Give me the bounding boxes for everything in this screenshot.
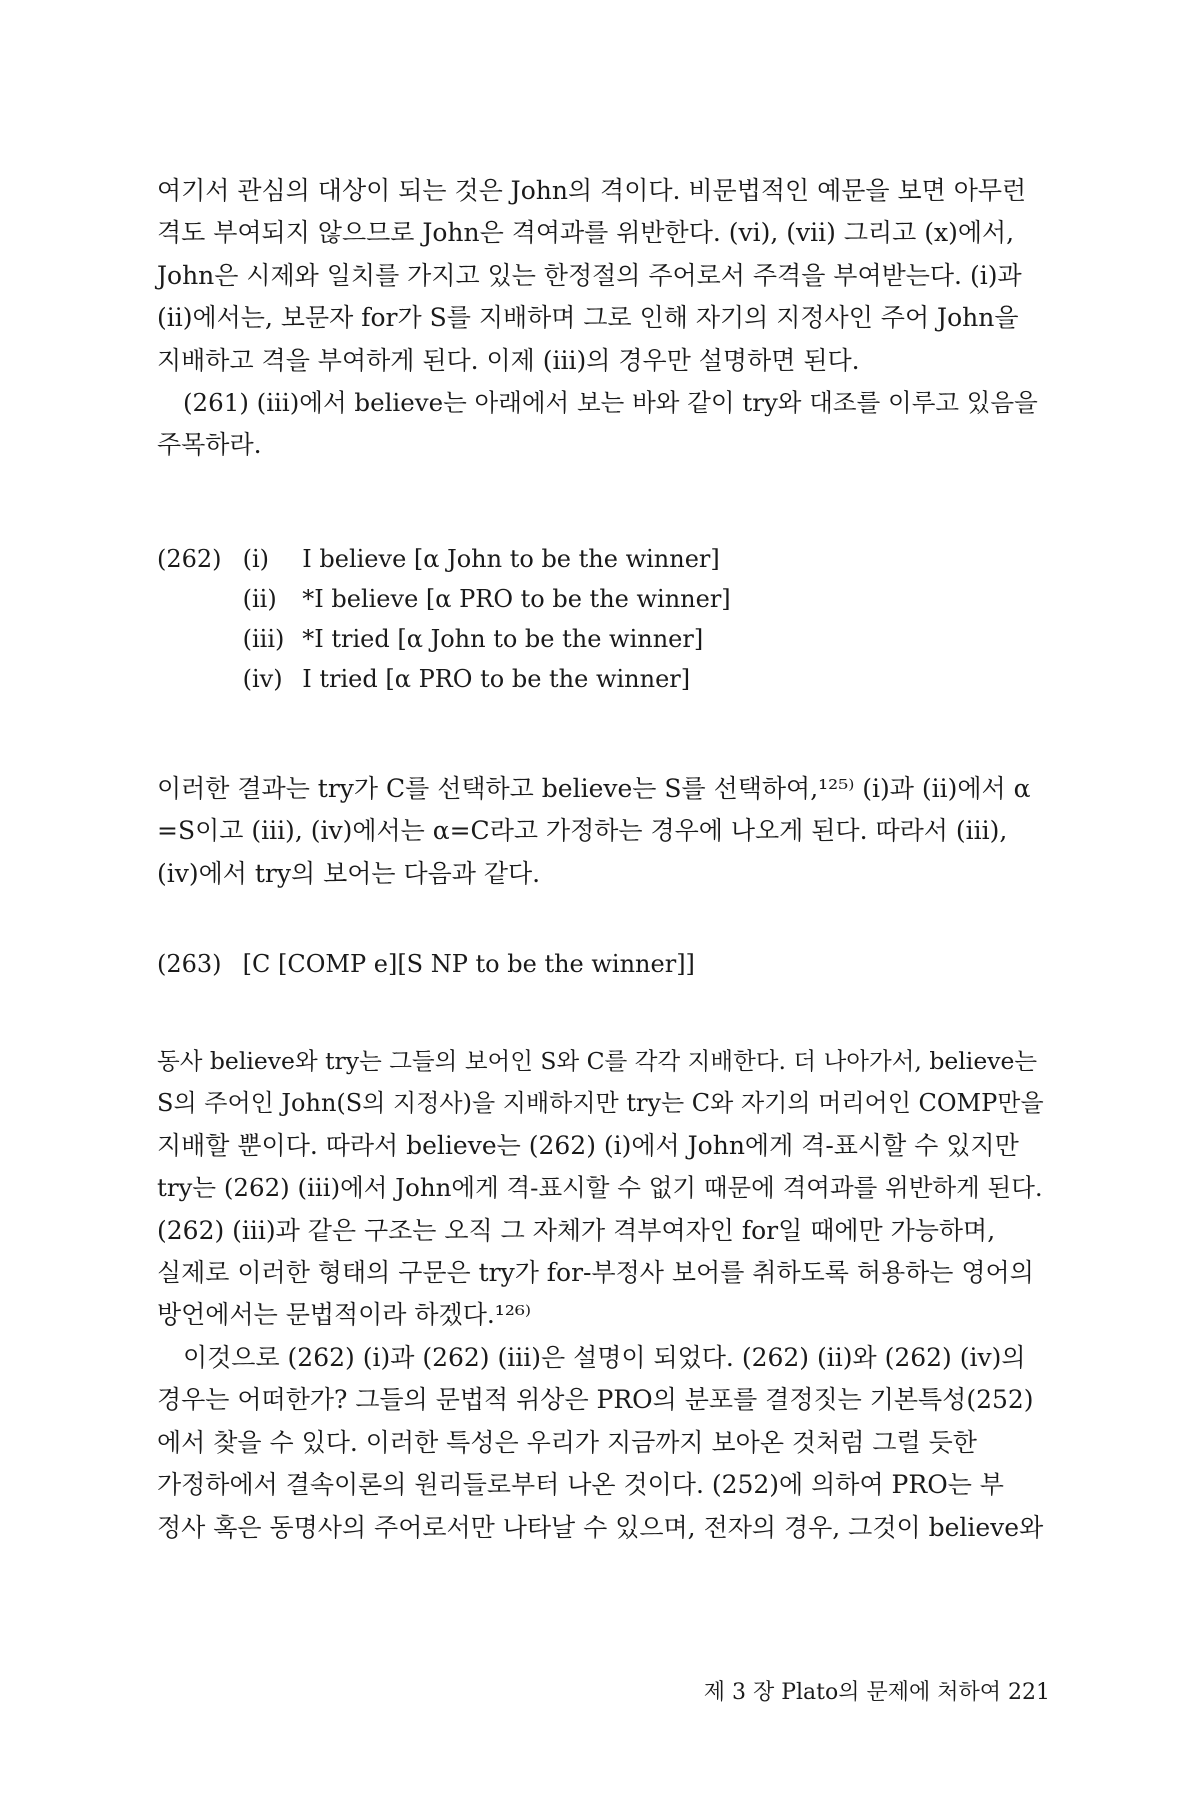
paragraph-3 bbox=[157, 768, 1047, 895]
text-line: 이러한 결과는 try가 C를 선택하고 believe는 S를 선택하여,¹²⁵⁾ (i)과 (ii)에서 α bbox=[157, 774, 1031, 803]
example-sentence: I tried [α PRO to be the winner] bbox=[302, 665, 691, 693]
example-structure: [C [COMP e][S NP to be the winner]] bbox=[242, 950, 695, 978]
example-label: (ii) bbox=[242, 585, 277, 613]
text-line: 지배할 뿐이다. 따라서 believe는 (262) (i)에서 John에게 격-표시할 수 있지만 bbox=[157, 1130, 1019, 1160]
text-line: S의 주어인 John(S의 지정사)을 지배하지만 try는 C와 자기의 머리어인 COMP만을 bbox=[157, 1089, 1044, 1118]
example-263 bbox=[157, 950, 695, 978]
example-number: (263) bbox=[157, 950, 222, 978]
example-label: (iv) bbox=[242, 665, 283, 693]
example-label: (iii) bbox=[242, 625, 285, 653]
text-line: 방언에서는 문법적이라 하겠다.¹²⁶⁾ bbox=[157, 1300, 531, 1330]
text-line: (ii)에서는, 보문자 for가 S를 지배하며 그로 인해 자기의 지정사인 주어 John을 bbox=[157, 303, 1019, 333]
text-line: 주목하라. bbox=[157, 430, 262, 460]
text-line: (261) (iii)에서 believe는 아래에서 보는 바와 같이 try와 대조를 이루고 있음을 bbox=[183, 388, 1038, 417]
text-line: 정사 혹은 동명사의 주어로서만 나타날 수 있으며, 전자의 경우, 그것이 believe와 bbox=[157, 1512, 1044, 1542]
example-262 bbox=[157, 545, 731, 705]
text-line: 지배하고 격을 부여하게 된다. 이제 (iii)의 경우만 설명하면 된다. bbox=[157, 345, 860, 375]
example-sentence: *I tried [α John to be the winner] bbox=[302, 625, 704, 653]
text-line: (262) (iii)과 같은 구조는 오직 그 자체가 격부여자인 for일 때에만 가능하며, bbox=[157, 1215, 996, 1245]
paragraph-5 bbox=[157, 1337, 1047, 1549]
example-sentence: I believe [α John to be the winner] bbox=[302, 545, 720, 573]
text-line: 이것으로 (262) (i)과 (262) (iii)은 설명이 되었다. (262) (ii)와 (262) (iv)의 bbox=[183, 1343, 1026, 1372]
text-line: (iv)에서 try의 보어는 다음과 같다. bbox=[157, 858, 541, 888]
text-line: 동사 believe와 try는 그들의 보어인 S와 C를 각각 지배한다. 더 나아가서, believe는 bbox=[157, 1047, 1038, 1075]
text-line: =S이고 (iii), (iv)에서는 α=C라고 가정하는 경우에 나오게 된다. 따라서 (iii), bbox=[157, 816, 1008, 846]
text-line: 경우는 어떠한가? 그들의 문법적 위상은 PRO의 분포를 결정짓는 기본특성(252) bbox=[157, 1385, 1034, 1415]
paragraph-4 bbox=[157, 1040, 1047, 1337]
paragraph-2 bbox=[157, 382, 1047, 467]
text-line: 여기서 관심의 대상이 되는 것은 John의 격이다. 비문법적인 예문을 보면 아무런 bbox=[157, 176, 1027, 205]
text-line: 실제로 이러한 형태의 구문은 try가 for-부정사 보어를 취하도록 허용하는 영어의 bbox=[157, 1258, 1034, 1288]
example-number: (262) bbox=[157, 545, 222, 573]
text-line: try는 (262) (iii)에서 John에게 격-표시할 수 없기 때문에 격여과를 위반하게 된다. bbox=[157, 1173, 1043, 1203]
text-line: John은 시제와 일치를 가지고 있는 한정절의 주어로서 주격을 부여받는다. (i)과 bbox=[157, 260, 1022, 290]
example-sentence: *I believe [α PRO to be the winner] bbox=[302, 585, 731, 613]
example-label: (i) bbox=[242, 545, 270, 573]
paragraph-1 bbox=[157, 170, 1047, 382]
text-line: 격도 부여되지 않으므로 John은 격여과를 위반한다. (vi), (vii) 그리고 (x)에서, bbox=[157, 218, 1015, 248]
page-footer: 제 3 장 Plato의 문제에 처하여 221 bbox=[703, 1680, 1050, 1705]
text-line: 가정하에서 결속이론의 원리들로부터 나온 것이다. (252)에 의하여 PRO는 부 bbox=[157, 1470, 1004, 1500]
text-line: 에서 찾을 수 있다. 이러한 특성은 우리가 지금까지 보아온 것처럼 그럴 듯한 bbox=[157, 1427, 977, 1457]
